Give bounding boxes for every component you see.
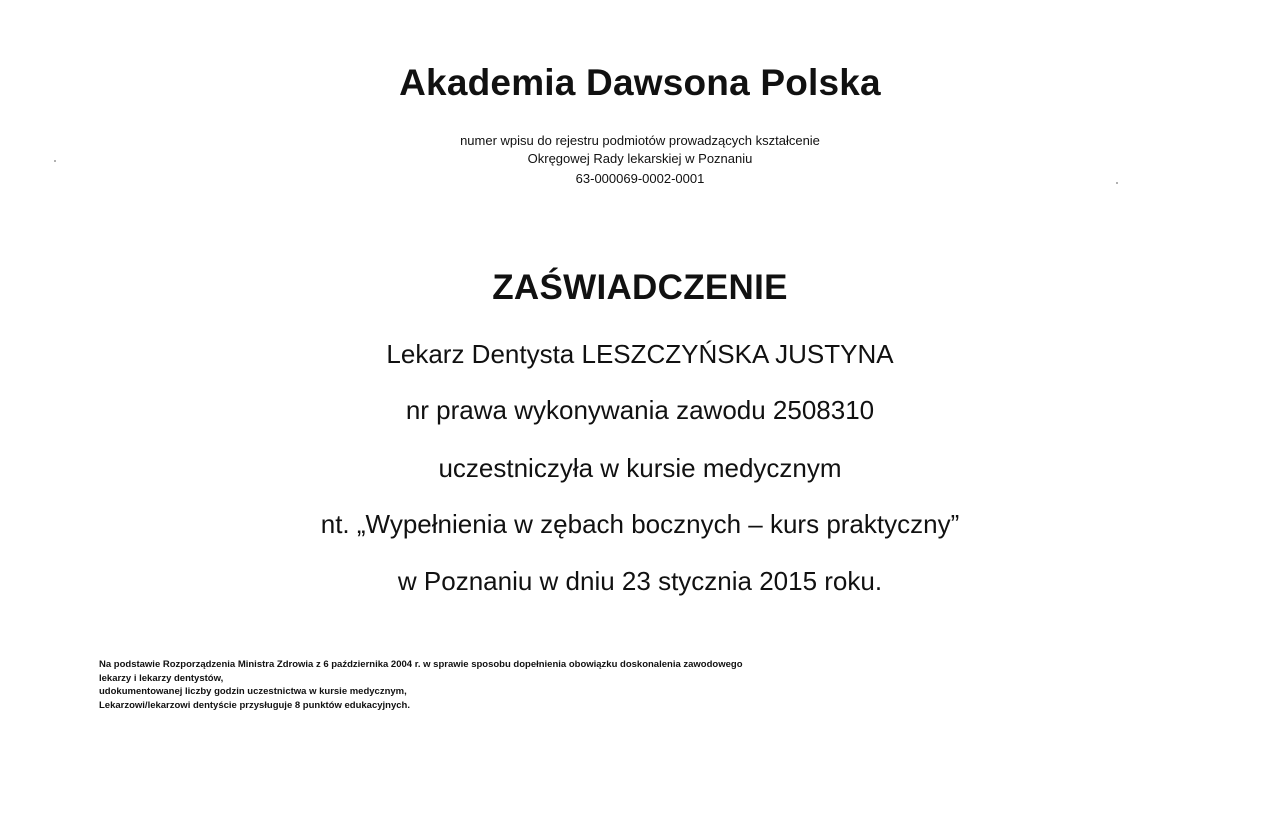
scan-speck [54, 160, 56, 162]
participation-line: uczestniczyła w kursie medycznym [438, 453, 842, 483]
footnote-line-3: udokumentowanej liczby godzin uczestnictwa w kursie medycznym, [99, 686, 407, 697]
registry-line-2: Okręgowej Rady lekarskiej w Poznaniu [527, 151, 753, 166]
recipient-line: Lekarz Dentysta LESZCZYŃSKA JUSTYNA [386, 339, 894, 369]
footnote-line-1: Na podstawie Rozporządzenia Ministra Zdrowia z 6 października 2004 r. w sprawie sposobu dopełnienia obowiązku doskonalenia zawodowego [99, 659, 743, 670]
scan-speck [1116, 182, 1118, 184]
license-number-line: nr prawa wykonywania zawodu 2508310 [405, 395, 875, 425]
course-date-line: w Poznaniu w dniu 23 stycznia 2015 roku. [397, 566, 883, 596]
legal-footnote [99, 658, 999, 712]
certificate-title: ZAŚWIADCZENIE [492, 268, 788, 307]
registry-number: 63-000069-0002-0001 [575, 171, 705, 186]
footnote-line-4: Lekarzowi/lekarzowi dentyście przysługuje 8 punktów edukacyjnych. [99, 699, 410, 711]
footnote-line-2: lekarzy i lekarzy dentystów, [99, 672, 224, 684]
course-name-line: nt. „Wypełnienia w zębach bocznych – kurs praktyczny” [320, 509, 960, 539]
registry-line-1: numer wpisu do rejestru podmiotów prowadzących kształcenie [460, 133, 820, 148]
organization-name: Akademia Dawsona Polska [399, 62, 881, 103]
